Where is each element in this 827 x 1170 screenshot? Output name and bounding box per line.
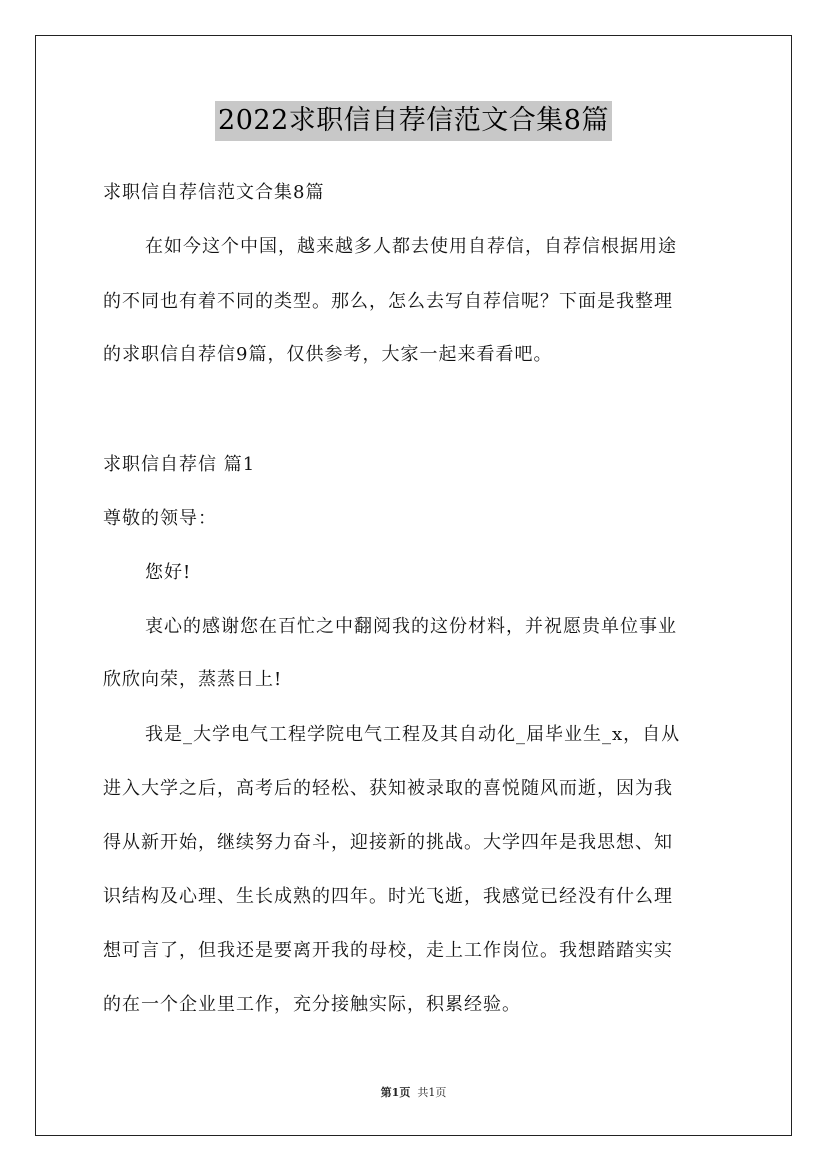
document-title: 2022求职信自荐信范文合集8篇 — [215, 101, 612, 141]
total-pages: 共1页 — [417, 1086, 447, 1099]
salutation: 尊敬的领导： — [103, 508, 217, 529]
paragraph-line: 想可言了，但我还是要离开我的母校，走上工作岗位。我想踏踏实实 — [103, 940, 673, 961]
title-container — [0, 101, 827, 141]
paragraph-line: 识结构及心理、生长成熟的四年。时光飞逝，我感觉已经没有什么理 — [103, 886, 673, 907]
paragraph-line: 的在一个企业里工作，充分接触实际，积累经验。 — [103, 994, 521, 1015]
page-number: 第1页 — [380, 1086, 411, 1099]
paragraph-line: 的求职信自荐信9篇，仅供参考，大家一起来看看吧。 — [103, 344, 553, 365]
page-footer — [0, 1084, 827, 1100]
paragraph-line: 进入大学之后，高考后的轻松、获知被录取的喜悦随风而逝，因为我 — [103, 778, 673, 799]
section-heading: 求职信自荐信 篇1 — [103, 454, 256, 475]
paragraph-line: 欣欣向荣，蒸蒸日上! — [103, 669, 283, 690]
paragraph-line: 的不同也有着不同的类型。那么，怎么去写自荐信呢？下面是我整理 — [103, 291, 673, 312]
greeting: 您好! — [145, 562, 192, 583]
paragraph-line: 我是_大学电气工程学院电气工程及其自动化_届毕业生_x，自从 — [145, 724, 681, 745]
subtitle-line: 求职信自荐信范文合集8篇 — [103, 182, 325, 203]
paragraph-line: 得从新开始，继续努力奋斗，迎接新的挑战。大学四年是我思想、知 — [103, 832, 673, 853]
paragraph-line: 在如今这个中国，越来越多人都去使用自荐信，自荐信根据用途 — [145, 236, 677, 257]
paragraph-line: 衷心的感谢您在百忙之中翻阅我的这份材料，并祝愿贵单位事业 — [145, 616, 677, 637]
